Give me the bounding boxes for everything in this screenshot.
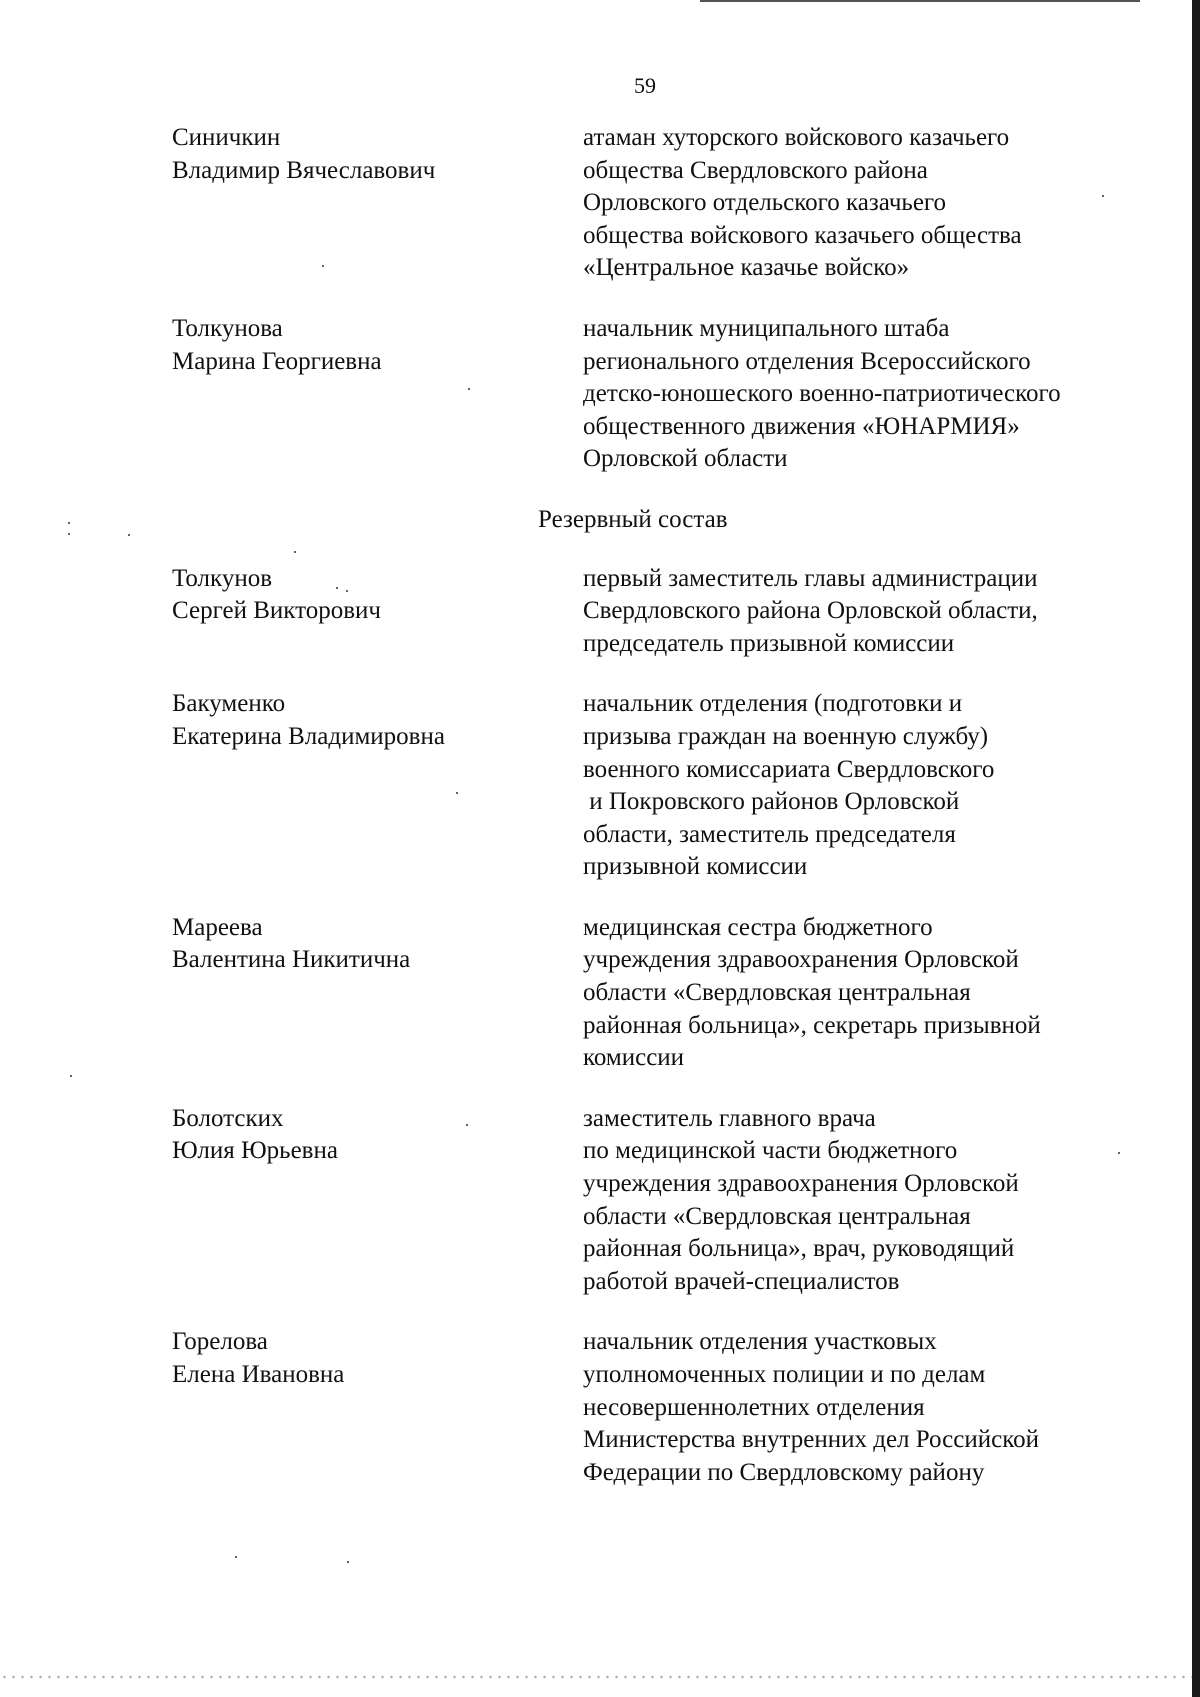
member-surname: Болотских	[172, 1104, 284, 1132]
position-line: учреждения здравоохранения Орловской	[583, 946, 1019, 974]
member-position	[583, 1326, 1143, 1489]
member-position	[583, 122, 1143, 285]
page-number: 59	[634, 73, 656, 98]
member-given-names: Марина Георгиевна	[172, 347, 382, 375]
scan-edge-right	[1192, 0, 1200, 1697]
member-name	[172, 563, 572, 628]
position-line: учреждения здравоохранения Орловской	[583, 1170, 1019, 1198]
scan-edge-top	[700, 0, 1140, 2]
position-line: Свердловского района Орловской области,	[583, 597, 1038, 625]
member-entry	[0, 122, 1192, 285]
reserve-member-entry	[0, 1103, 1192, 1299]
scan-speck	[347, 1561, 349, 1563]
position-line: области «Свердловская центральная	[583, 1202, 971, 1230]
position-line: районная больница», врач, руководящий	[583, 1235, 1015, 1263]
position-line: атаман хуторского войскового казачьего	[583, 124, 1010, 151]
reserve-section-title: Резервный состав	[538, 505, 728, 533]
member-surname: Горелова	[172, 1328, 268, 1356]
position-line: комиссии	[583, 1044, 685, 1072]
member-given-names: Екатерина Владимировна	[172, 722, 445, 750]
member-surname: Толкунова	[172, 314, 283, 342]
position-line: общественного движения «ЮНАРМИЯ»	[583, 412, 1020, 440]
reserve-member-entry	[0, 688, 1192, 884]
position-line: уполномоченных полиции и по делам	[583, 1361, 986, 1388]
member-position	[583, 563, 1143, 661]
position-line: председатель призывной комиссии	[583, 629, 955, 657]
position-line: общества Свердловского района	[583, 156, 928, 184]
member-name	[172, 1103, 572, 1168]
position-line: начальник отделения (подготовки и	[583, 690, 963, 718]
position-line: призывной комиссии	[583, 853, 808, 881]
position-line: призыва граждан на военную службу)	[583, 722, 989, 750]
member-position	[583, 688, 1143, 884]
position-line: и Покровского районов Орловской	[583, 788, 960, 816]
reserve-member-entry	[0, 1326, 1192, 1489]
member-position	[583, 313, 1143, 476]
commission-list	[0, 122, 1192, 1517]
position-line: регионального отделения Всероссийского	[583, 347, 1031, 375]
member-position	[583, 1103, 1143, 1299]
member-given-names: Елена Ивановна	[172, 1361, 345, 1388]
scan-edge-bottom	[0, 1675, 1192, 1679]
member-name	[172, 1326, 572, 1391]
scan-speck	[235, 1556, 237, 1558]
position-line: детско-юношеского военно-патриотического	[583, 380, 1061, 408]
position-line: военного комиссариата Свердловского	[583, 755, 995, 783]
member-given-names: Валентина Никитична	[172, 946, 411, 974]
position-line: Министерства внутренних дел Российской	[583, 1426, 1039, 1454]
member-name	[172, 688, 572, 753]
position-line: «Центральное казачье войско»	[583, 254, 910, 282]
position-line: области «Свердловская центральная	[583, 979, 971, 1007]
position-line: районная больница», секретарь призывной	[583, 1011, 1041, 1039]
member-name	[172, 313, 572, 378]
position-line: первый заместитель главы администрации	[583, 564, 1038, 592]
member-name	[172, 912, 572, 977]
member-given-names: Юлия Юрьевна	[172, 1137, 338, 1165]
position-line: начальник муниципального штаба	[583, 314, 950, 342]
position-line: начальник отделения участковых	[583, 1328, 937, 1356]
position-line: несовершеннолетних отделения	[583, 1393, 925, 1421]
position-line: Орловского отдельского казачьего	[583, 189, 947, 217]
member-surname: Мареева	[172, 913, 263, 941]
position-line: Федерации по Свердловскому району	[583, 1458, 985, 1486]
member-position	[583, 912, 1143, 1075]
member-surname: Бакуменко	[172, 690, 286, 718]
position-line: общества войскового казачьего общества	[583, 221, 1022, 249]
member-entry	[0, 313, 1192, 476]
member-surname: Синичкин	[172, 124, 281, 151]
position-line: заместитель главного врача	[583, 1104, 876, 1132]
position-line: по медицинской части бюджетного	[583, 1137, 958, 1165]
reserve-member-entry	[0, 563, 1192, 661]
position-line: Орловской области	[583, 445, 788, 473]
member-name	[172, 122, 572, 187]
position-line: медицинская сестра бюджетного	[583, 913, 933, 941]
member-surname: Толкунов	[172, 564, 273, 592]
position-line: работой врачей-специалистов	[583, 1267, 900, 1295]
position-line: области, заместитель председателя	[583, 820, 956, 848]
reserve-member-entry	[0, 912, 1192, 1075]
member-given-names: Владимир Вячеславович	[172, 156, 436, 184]
member-given-names: Сергей Викторович	[172, 597, 381, 625]
